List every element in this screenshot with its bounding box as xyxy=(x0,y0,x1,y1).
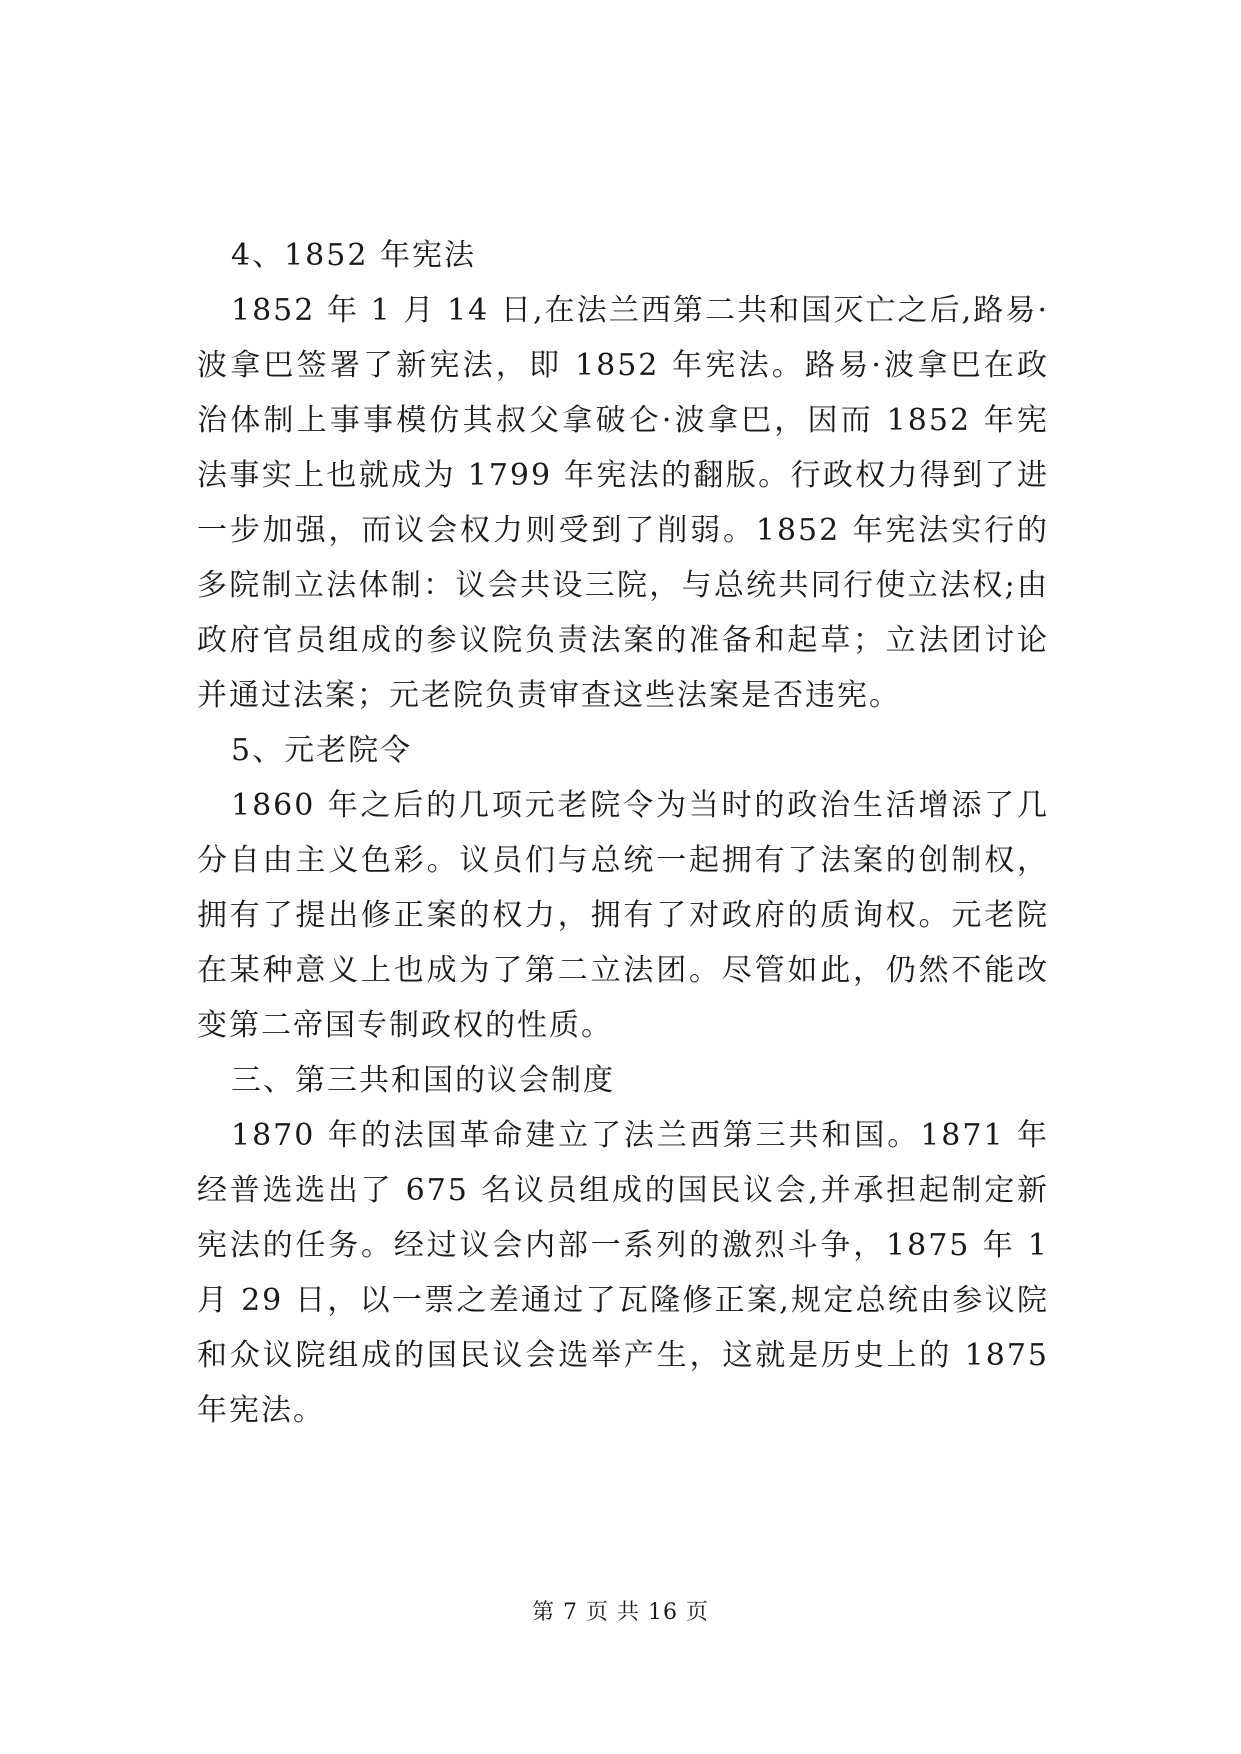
section-heading-1852-constitution: 4、1852 年宪法 xyxy=(231,238,476,273)
section-heading-senate-decrees: 5、元老院令 xyxy=(231,733,413,768)
section-heading-third-republic: 三、第三共和国的议会制度 xyxy=(231,1063,615,1098)
paragraph-third-republic: 1870 年的法国革命建立了法兰西第三共和国。1871 年经普选选出了 675 名议员组成的国民议会,并承担起制定新宪法的任务。经过议会内部一系列的激烈斗争，1875 年 1 月 29 日，以一票之差通过了瓦隆修正案,规定总统由参议院和众议院组成的国民议会选举产生，这就是历史上的 1875 年宪法。 xyxy=(197,1118,1049,1428)
paragraph-1852-constitution: 1852 年 1 月 14 日,在法兰西第二共和国灭亡之后,路易·波拿巴签署了新宪法，即 1852 年宪法。路易·波拿巴在政治体制上事事模仿其叔父拿破仑·波拿巴，因而 1852 年宪法事实上也就成为 1799 年宪法的翻版。行政权力得到了进一步加强，而议会权力则受到了削弱。1852 年宪法实行的多院制立法体制：议会共设三院，与总统共同行使立法权;由政府官员组成的参议院负责法案的准备和起草；立法团讨论并通过法案；元老院负责审查这些法案是否违宪。 xyxy=(197,293,1049,713)
document-body xyxy=(197,228,1049,1438)
page-number-footer: 第 7 页 共 16 页 xyxy=(532,1600,709,1625)
paragraph-senate-decrees: 1860 年之后的几项元老院令为当时的政治生活增添了几分自由主义色彩。议员们与总统一起拥有了法案的创制权，拥有了提出修正案的权力，拥有了对政府的质询权。元老院在某种意义上也成为了第二立法团。尽管如此，仍然不能改变第二帝国专制政权的性质。 xyxy=(197,788,1049,1043)
